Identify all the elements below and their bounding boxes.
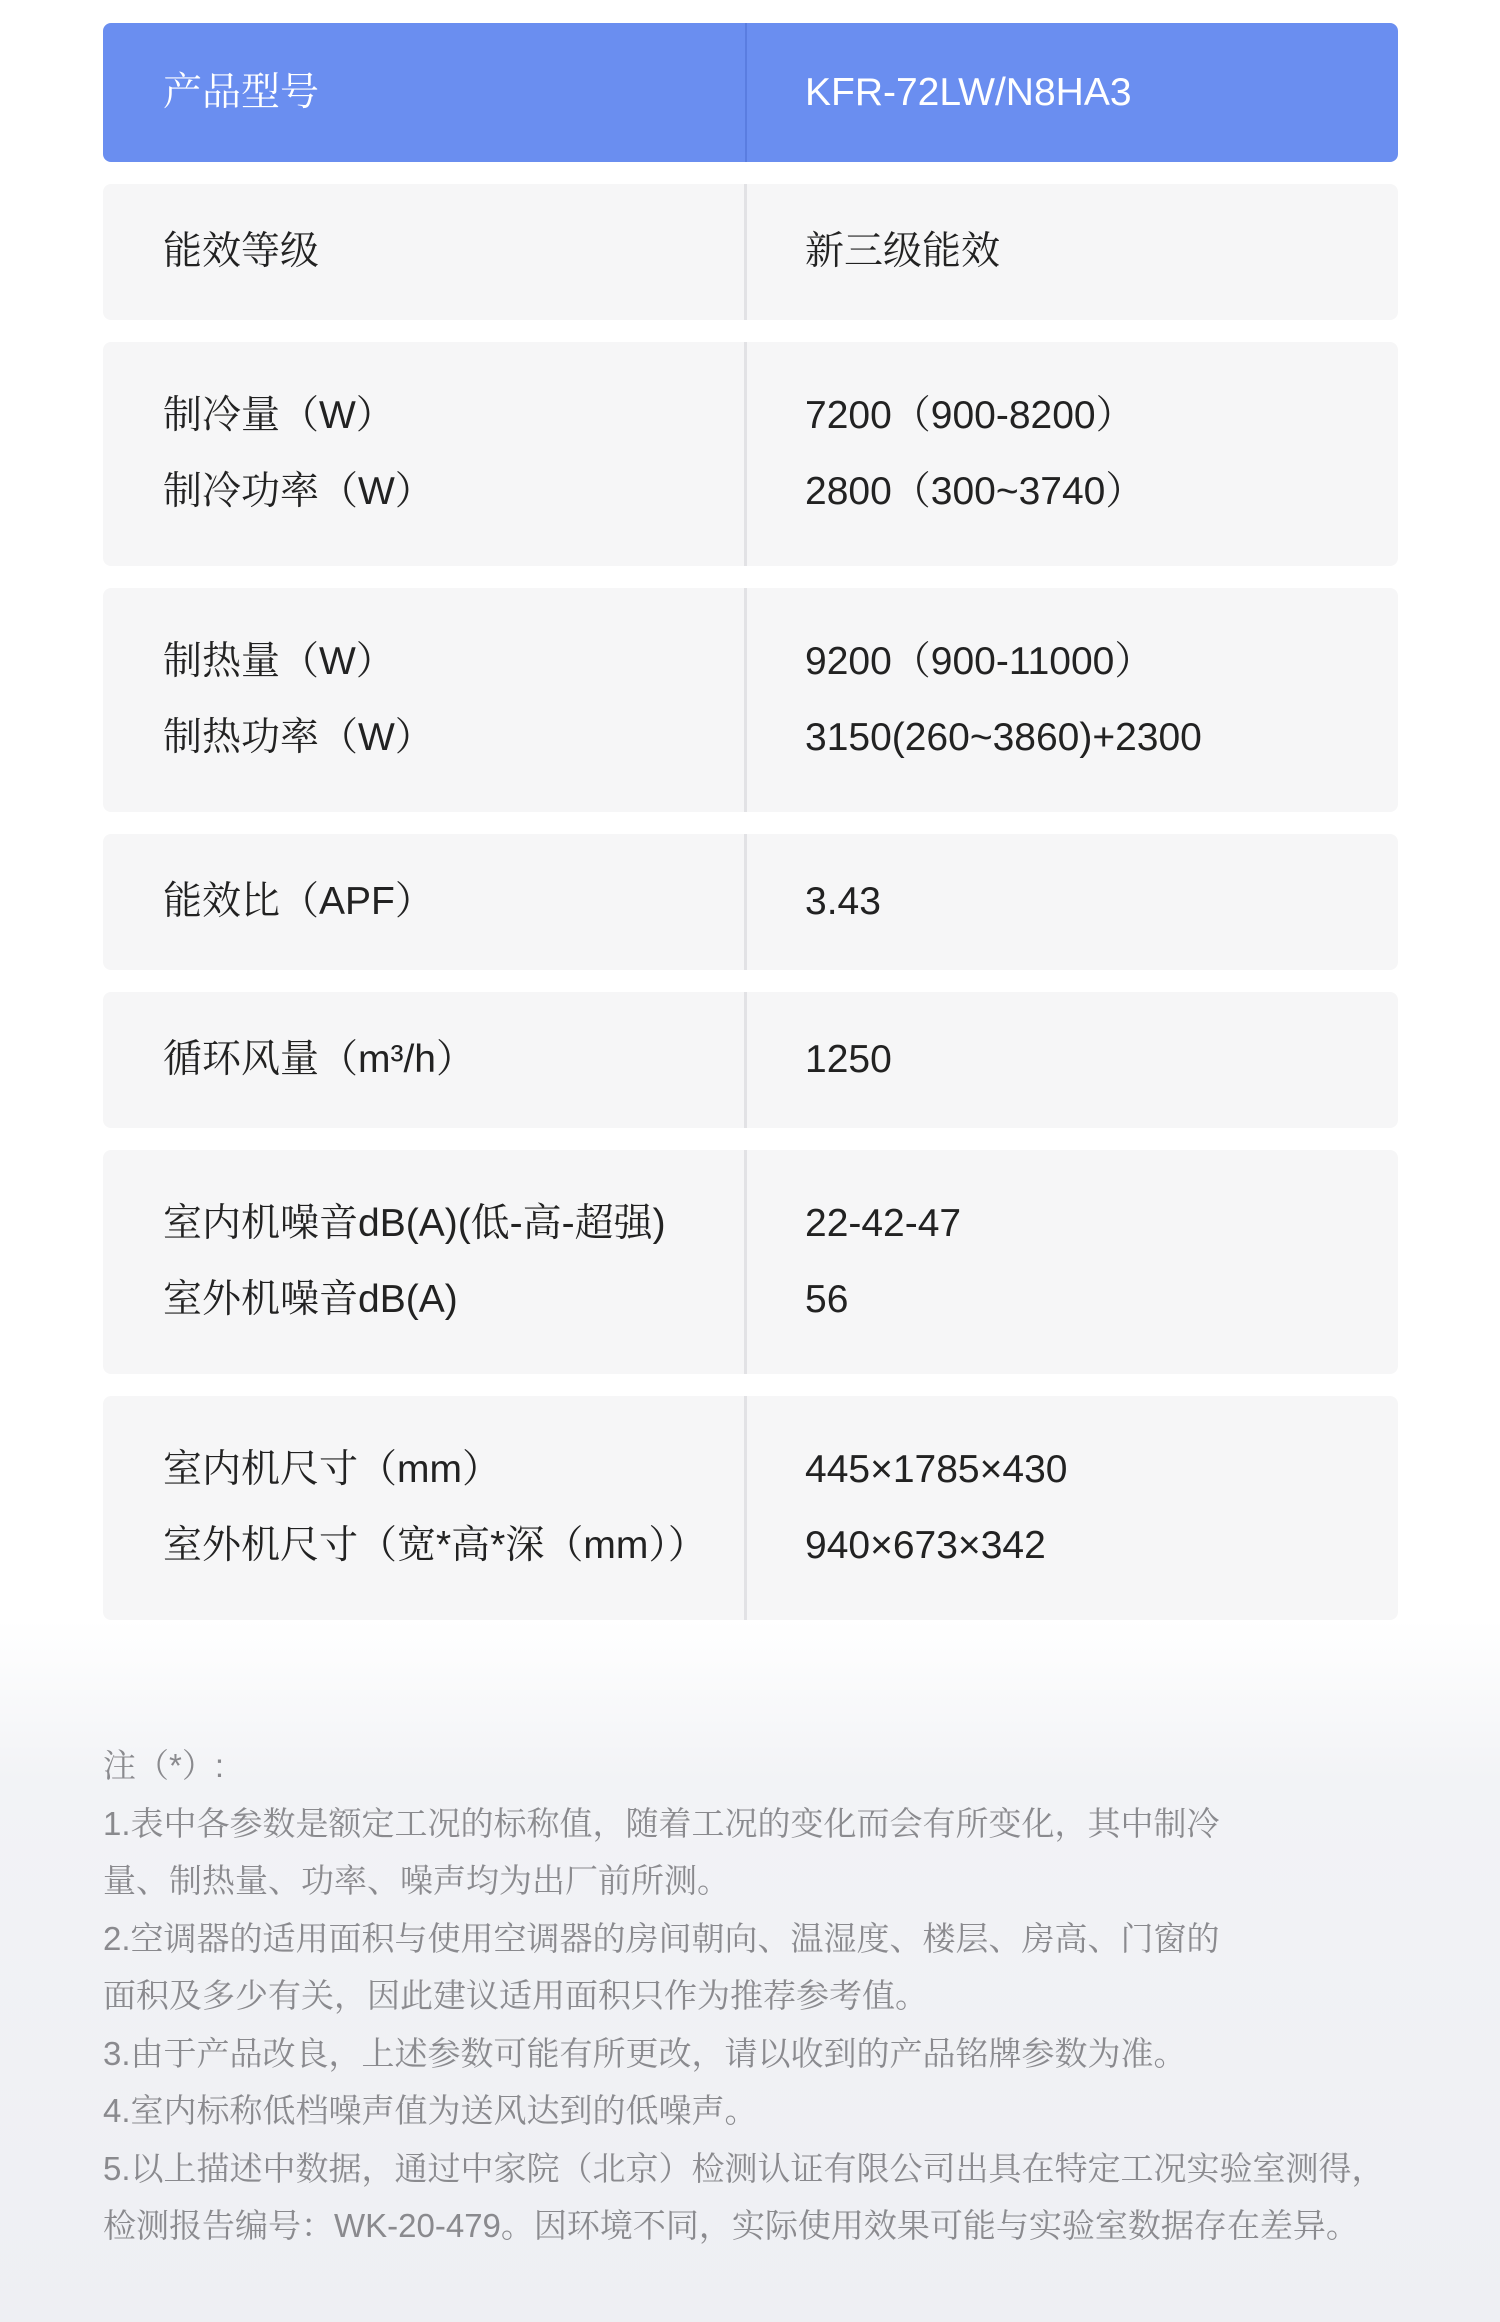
notes-title: 注（*）:	[103, 1747, 225, 1784]
row-label-cell	[103, 1396, 747, 1620]
row-value: 56	[805, 1278, 849, 1321]
table-row-cooling	[103, 342, 1398, 566]
row-label: 能效等级	[163, 230, 320, 273]
note-line: 量、制热量、功率、噪声均为出厂前所测。	[103, 1862, 730, 1899]
table-row-noise	[103, 1150, 1398, 1374]
table-header-row	[103, 23, 1398, 162]
row-value: 1250	[805, 1038, 892, 1081]
row-label: 室外机噪音dB(A)	[163, 1278, 458, 1321]
row-label-cell	[103, 992, 747, 1128]
note-line: 检测报告编号：WK-20-479。因环境不同，实际使用效果可能与实验室数据存在差异。	[103, 2207, 1359, 2244]
row-label: 能效比（APF）	[163, 880, 434, 923]
row-label: 室外机尺寸（宽*高*深（mm））	[163, 1524, 707, 1567]
row-label: 制热量（W）	[163, 640, 395, 683]
row-label: 循环风量（m³/h）	[163, 1038, 476, 1081]
table-row-apf	[103, 834, 1398, 970]
row-value: 9200（900-11000）	[805, 640, 1154, 683]
row-value-cell	[747, 992, 1398, 1128]
note-line: 5.以上描述中数据，通过中家院（北京）检测认证有限公司出具在特定工况实验室测得，	[103, 2149, 1385, 2187]
row-value: 3.43	[805, 880, 881, 923]
row-value: 3150(260~3860)+2300	[805, 716, 1202, 759]
row-value: 2800（300~3740）	[805, 470, 1145, 513]
row-value: 445×1785×430	[805, 1448, 1068, 1491]
row-value: 22-42-47	[805, 1202, 962, 1245]
row-value: 940×673×342	[805, 1524, 1046, 1567]
spec-table	[103, 23, 1398, 1642]
header-label: 产品型号	[163, 70, 320, 114]
row-value-cell	[747, 834, 1398, 970]
row-label: 室内机噪音dB(A)(低-高-超强)	[163, 1202, 666, 1245]
row-value-cell	[747, 342, 1398, 566]
header-label-cell	[103, 23, 747, 162]
table-row-dimensions	[103, 1396, 1398, 1620]
table-row-airflow	[103, 992, 1398, 1128]
row-label: 制冷量（W）	[163, 394, 395, 437]
note-line: 1.表中各参数是额定工况的标称值，随着工况的变化而会有所变化，其中制冷	[103, 1804, 1220, 1842]
note-line: 2.空调器的适用面积与使用空调器的房间朝向、温湿度、楼层、房高、门窗的	[103, 1919, 1220, 1957]
row-label-cell	[103, 834, 747, 970]
notes-section	[103, 1737, 1433, 2255]
row-value: 7200（900-8200）	[805, 394, 1135, 437]
header-model-value: KFR-72LW/N8HA3	[805, 70, 1132, 114]
row-label-cell	[103, 342, 747, 566]
row-value-cell	[747, 184, 1398, 320]
row-label: 制热功率（W）	[163, 716, 434, 759]
row-label-cell	[103, 1150, 747, 1374]
row-value-cell	[747, 1150, 1398, 1374]
note-line: 3.由于产品改良，上述参数可能有所更改，请以收到的产品铭牌参数为准。	[103, 2034, 1187, 2072]
note-line: 4.室内标称低档噪声值为送风达到的低噪声。	[103, 2092, 758, 2129]
note-line: 面积及多少有关，因此建议适用面积只作为推荐参考值。	[103, 1977, 928, 2014]
row-value-cell	[747, 1396, 1398, 1620]
row-label: 室内机尺寸（mm）	[163, 1448, 501, 1491]
row-value: 新三级能效	[805, 230, 1001, 273]
header-value-cell	[747, 23, 1398, 162]
row-label-cell	[103, 184, 747, 320]
row-label-cell	[103, 588, 747, 812]
table-row-energy-grade	[103, 184, 1398, 320]
row-label: 制冷功率（W）	[163, 470, 434, 513]
row-value-cell	[747, 588, 1398, 812]
table-row-heating	[103, 588, 1398, 812]
